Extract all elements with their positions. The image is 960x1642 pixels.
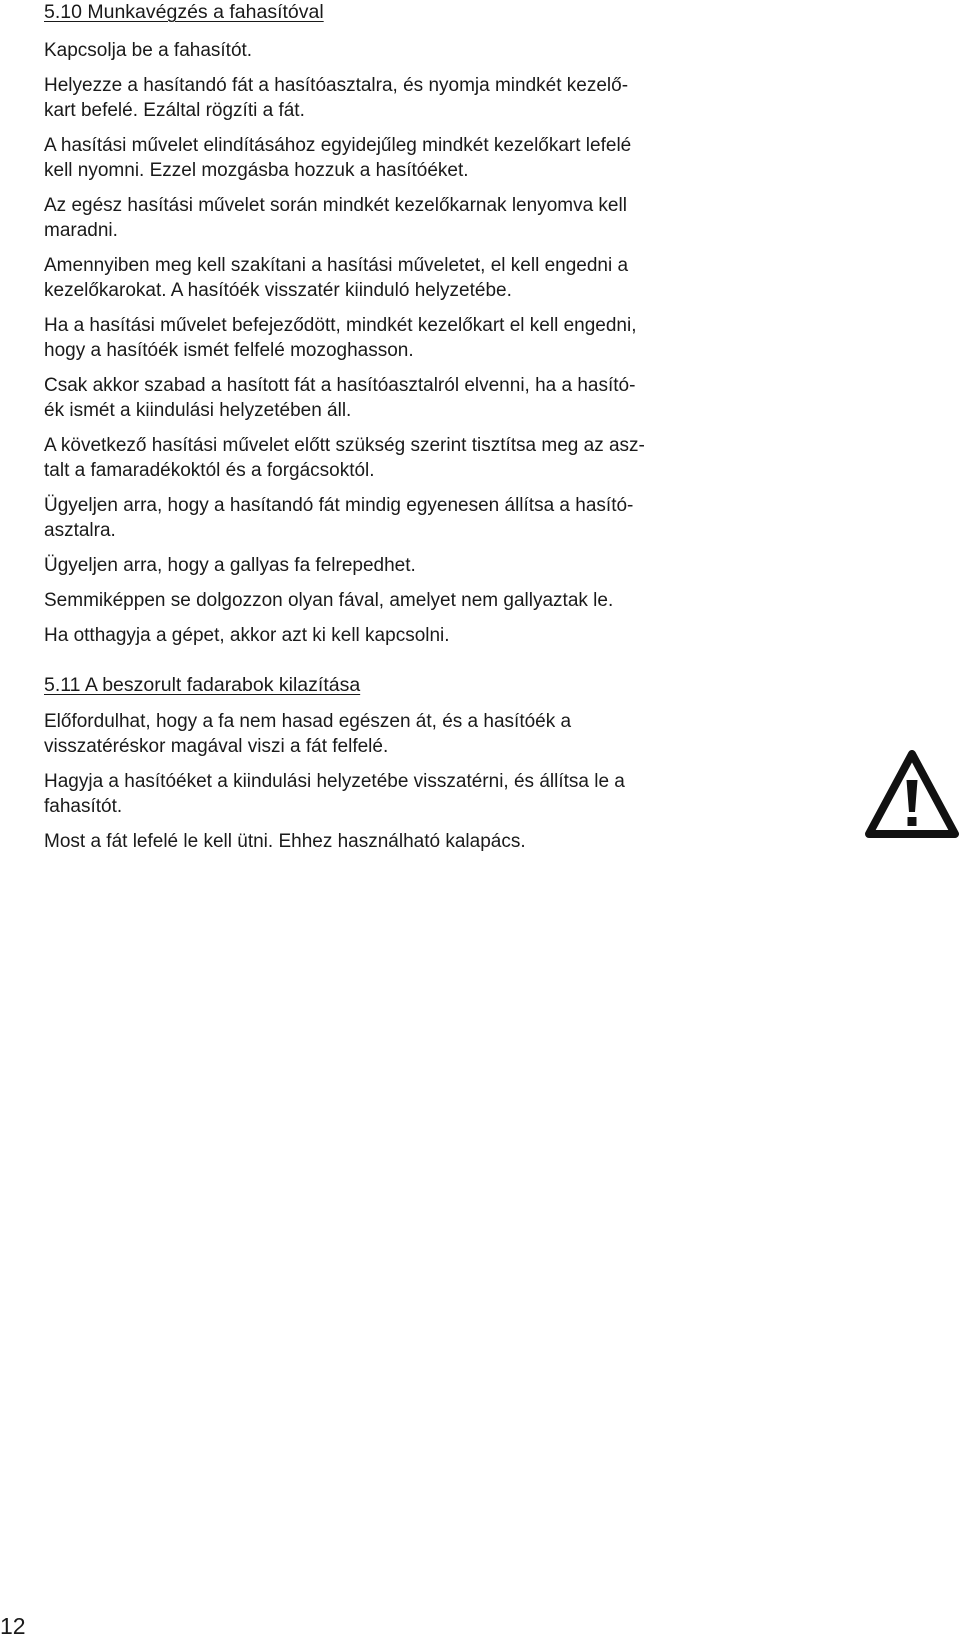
paragraph: A következő hasítási művelet előtt szükség szerint tisztítsa meg az asz- talt a famaradékoktól és a forgácsoktól.	[44, 435, 645, 481]
paragraph: Az egész hasítási művelet során mindkét kezelőkarnak lenyomva kell maradni.	[44, 195, 627, 241]
paragraph: Ha a hasítási művelet befejeződött, mindkét kezelőkart el kell engedni, hogy a hasítóék ismét felfelé mozoghasson.	[44, 315, 637, 361]
paragraph: Most a fát lefelé le kell ütni. Ehhez használható kalapács.	[44, 831, 526, 852]
paragraph: Ügyeljen arra, hogy a gallyas fa felrepedhet.	[44, 555, 416, 576]
paragraph: Csak akkor szabad a hasított fát a hasítóasztalról elvenni, ha a hasító- ék ismét a kiindulási helyzetében áll.	[44, 375, 636, 421]
warning-triangle-icon	[865, 750, 959, 838]
paragraph: Hagyja a hasítóéket a kiindulási helyzetébe visszatérni, és állítsa le a fahasítót.	[44, 771, 625, 817]
paragraph: Előfordulhat, hogy a fa nem hasad egészen át, és a hasítóék a visszatéréskor magával viszi a fát felfelé.	[44, 711, 572, 757]
paragraph: Kapcsolja be a fahasítót.	[44, 40, 253, 61]
paragraph: Helyezze a hasítandó fát a hasítóasztalra, és nyomja mindkét kezelő- kart befelé. Ezáltal rögzíti a fát.	[44, 75, 629, 121]
paragraph: Amennyiben meg kell szakítani a hasítási műveletet, el kell engedni a kezelőkarokat. A hasítóék visszatér kiinduló helyzetébe.	[44, 255, 629, 301]
section-title-working-with-splitter: 5.10 Munkavégzés a fahasítóval	[44, 1, 324, 23]
section-body-working-with-splitter	[44, 38, 730, 658]
paragraph: Ügyeljen arra, hogy a hasítandó fát mindig egyenesen állítsa a hasító- asztalra.	[44, 495, 634, 541]
paragraph: Ha otthagyja a gépet, akkor azt ki kell kapcsolni.	[44, 625, 450, 646]
paragraph: Semmiképpen se dolgozzon olyan fával, amelyet nem gallyaztak le.	[44, 590, 614, 611]
section-title-freeing-stuck-wood: 5.11 A beszorult fadarabok kilazítása	[44, 674, 361, 696]
page-number: 12	[0, 1613, 26, 1639]
section-body-freeing-stuck-wood	[44, 709, 730, 864]
paragraph: A hasítási művelet elindításához egyidejűleg mindkét kezelőkart lefelé kell nyomni. Ezzel mozgásba hozzuk a hasítóéket.	[44, 135, 632, 181]
